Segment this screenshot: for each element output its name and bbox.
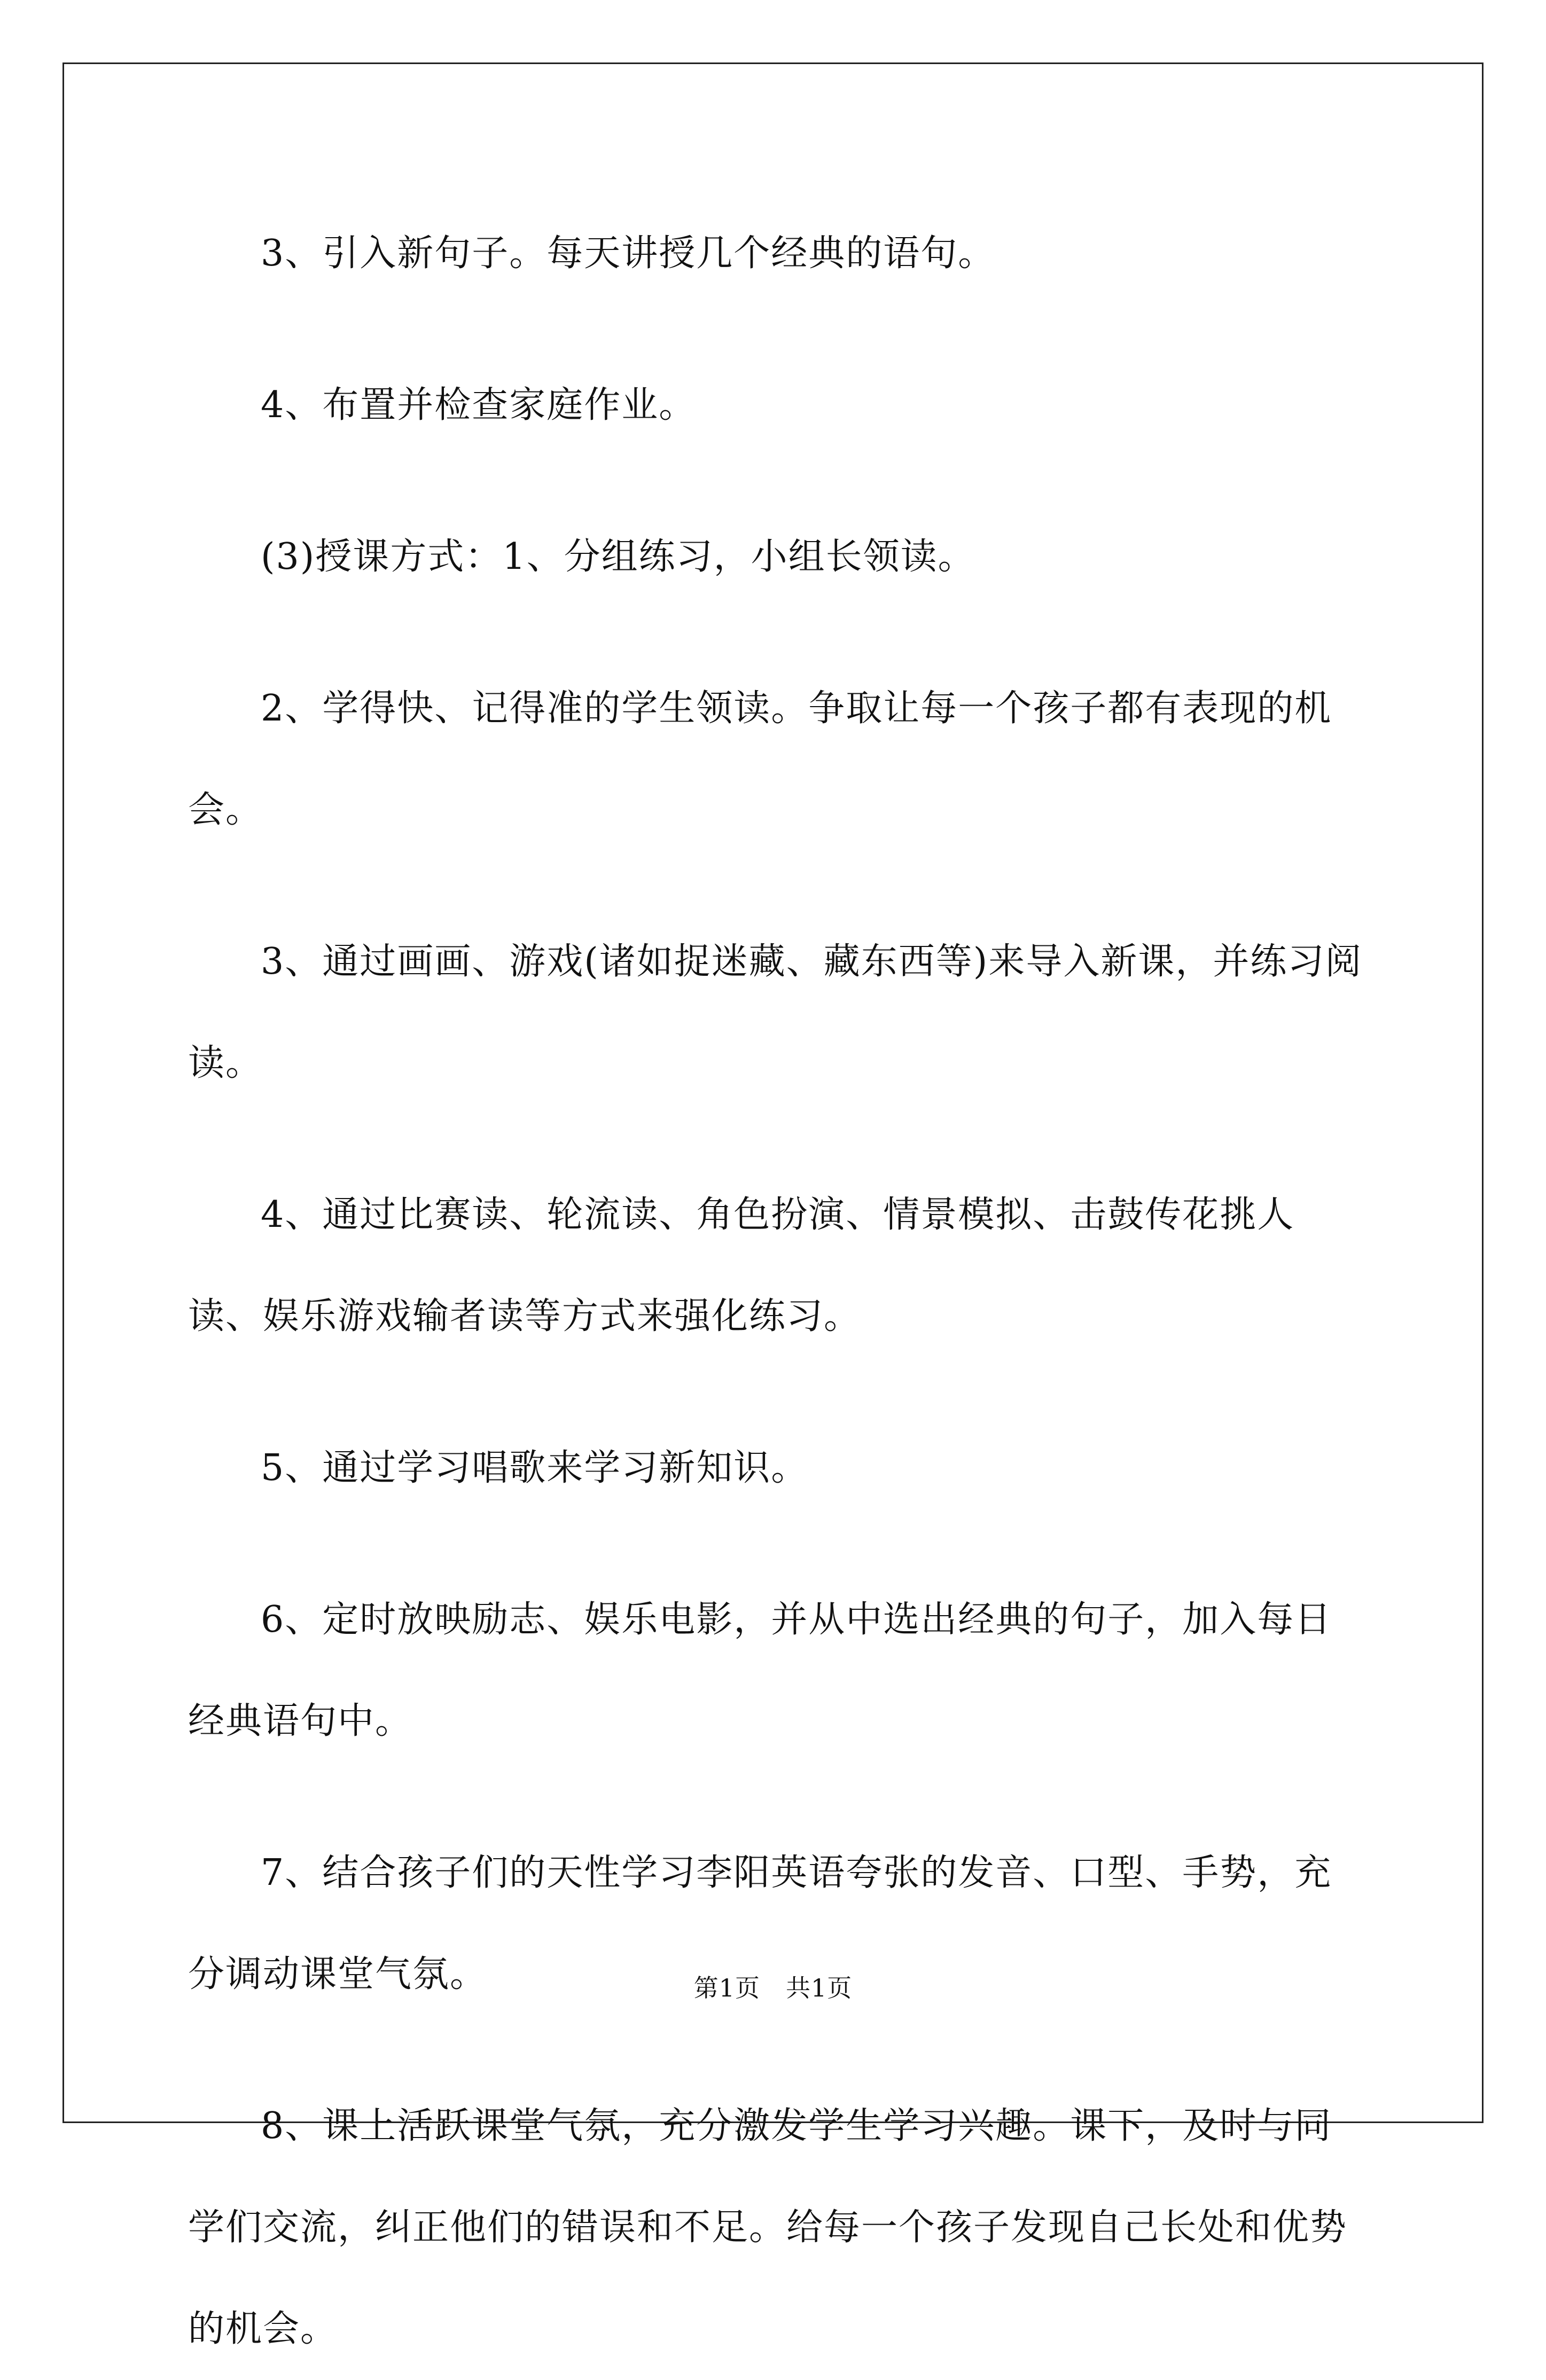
document-body [188,203,1363,2380]
paragraph: 3、引入新句子。每天讲授几个经典的语句。 [261,232,996,275]
paragraph: 4、布置并检查家庭作业。 [261,384,697,426]
page-number-current: 第1页 [693,1974,760,2002]
paragraph: 5、通过学习唱歌来学习新知识。 [261,1447,809,1489]
paragraph: 2、学得快、记得准的学生领读。争取让每一个孩子都有表现的机会。 [188,687,1332,831]
paragraph: 6、定时放映励志、娱乐电影，并从中选出经典的句子，加入每日经典语句中。 [188,1599,1332,1742]
page-number-total: 共1页 [786,1974,853,2002]
paragraph: (3)授课方式：1、分组练习，小组长领读。 [261,536,975,578]
paragraph: 7、结合孩子们的天性学习李阳英语夸张的发音、口型、手势，充分调动课堂气氛。 [188,1852,1332,1995]
paragraph: 8、课上活跃课堂气氛，充分激发学生学习兴趣。课下，及时与同学们交流，纠正他们的错误和不足。给每一个孩子发现自己长处和优势的机会。 [188,2105,1348,2350]
paragraph: 4、通过比赛读、轮流读、角色扮演、情景模拟、击鼓传花挑人读、娱乐游戏输者读等方式来强化练习。 [188,1194,1295,1337]
paragraph: 3、通过画画、游戏(诸如捉迷藏、藏东西等)来导入新课，并练习阅读。 [188,941,1363,1084]
page-footer [0,1972,1546,2004]
